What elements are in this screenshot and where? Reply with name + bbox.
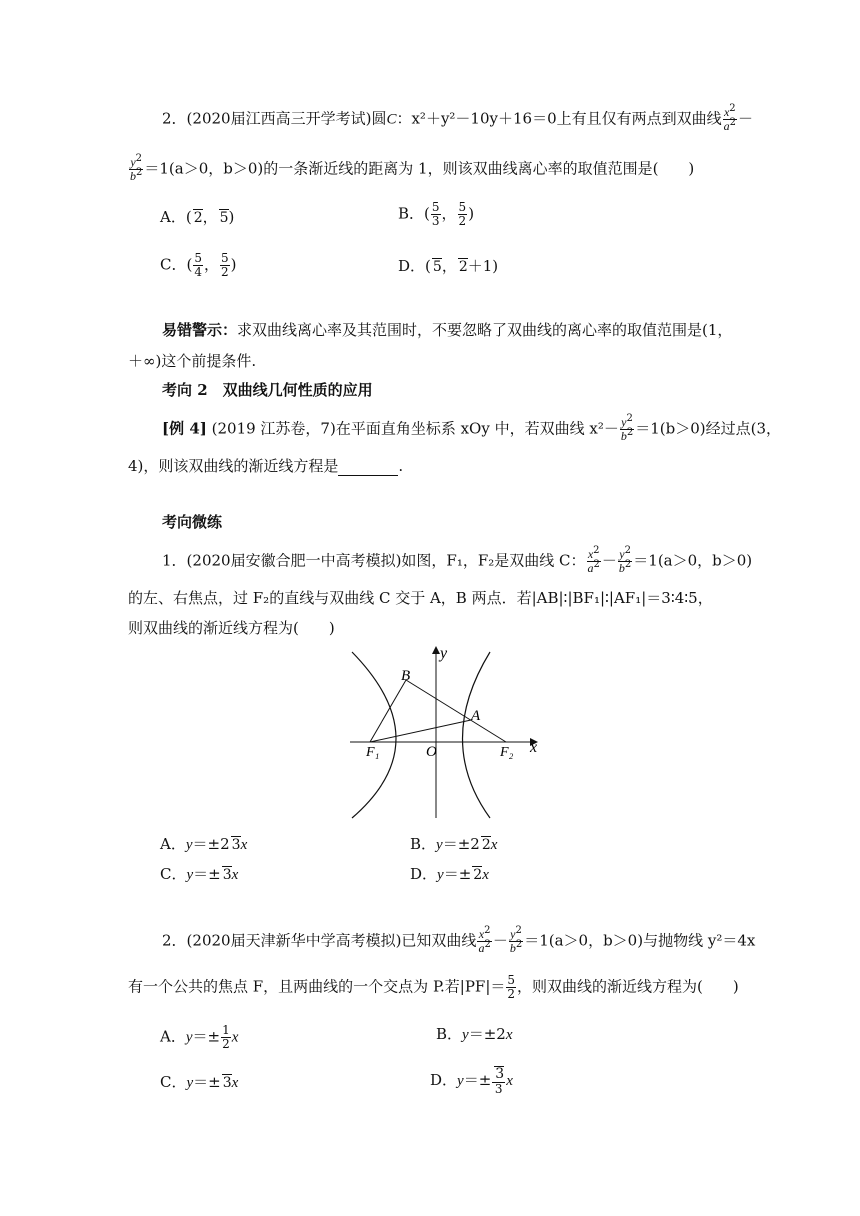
- label-f1: F₁: [366, 745, 380, 760]
- example4-text3: 4)，则该双曲线的渐近线方程是: [128, 457, 339, 475]
- practice1-text2: ＝1(a＞0，b＞0): [633, 551, 753, 570]
- practice2-text1: 2．(2020届天津新华中学高考模拟)已知双曲线: [162, 931, 477, 950]
- practice2-line2: [128, 974, 739, 1001]
- warning-text2: ＋∞)这个前提条件.: [128, 352, 257, 370]
- practice1-option-a[interactable]: A．y＝±2 3x: [160, 835, 248, 853]
- hyperbola-figure: [340, 640, 550, 820]
- practice2-text2: ＝1(a＞0，b＞0)与抛物线 y²＝4x: [524, 931, 756, 950]
- practice2-line1: 2．(2020届天津新华中学高考模拟)已知双曲线 $\frac{x^2}{a^2}$ － $\frac{y^2}{b^2}$ ＝1(a＞0，b＞0)与抛物线 y²＝4x: [162, 925, 756, 955]
- q2-option-b[interactable]: B．( $\frac{5}{3}$ ， $\frac{5}{2}$ ): [398, 200, 475, 228]
- warning-text1: 求双曲线离心率及其范围时，不要忽略了双曲线的离心率的取值范围是(1，: [237, 321, 733, 339]
- practice1-line1: 1．(2020届安徽合肥一中高考模拟)如图，F₁，F₂是双曲线 C： $\frac{x^2}{a^2}$ － $\frac{y^2}{b^2}$ ＝1(a＞0，b＞0): [162, 545, 753, 575]
- practice2-frac-x2a2: $\frac{x^2}{a^2}$: [478, 925, 491, 955]
- q2-text-b: 上有且仅有两点到双曲线: [556, 109, 722, 128]
- example4-line2: [128, 456, 403, 476]
- practice2-option-b[interactable]: B．y＝±2x: [436, 1025, 513, 1043]
- label-o: O: [426, 744, 437, 760]
- segment-f1-a: [370, 720, 471, 742]
- example4-text1: (2019 江苏卷，7)在平面直角坐标系 xOy 中，若双曲线 x²－: [211, 419, 619, 438]
- example4-label: [例 4]: [162, 419, 207, 438]
- practice1-line3: [128, 618, 335, 638]
- y-axis-arrow: [432, 646, 440, 654]
- label-a: A: [471, 708, 481, 724]
- practice2-option-d[interactable]: D．y＝± $\frac{3}{3}$ x: [430, 1066, 513, 1096]
- q2-line2: [128, 153, 695, 183]
- practice1-text4: 则双曲线的渐近线方程为( ): [128, 619, 335, 637]
- q2-option-d[interactable]: D．( 5， 2＋1): [398, 257, 499, 275]
- practice1-text3: 的左、右焦点，过 F₂的直线与双曲线 C 交于 A，B 两点．若|AB|∶|BF₁|∶|AF₁|＝3∶4∶5，: [128, 589, 713, 607]
- label-b: B: [401, 668, 411, 684]
- label-f2: F₂: [500, 745, 514, 760]
- q2-frac-x2a2: $\frac{x^2}{a^2}$: [723, 103, 737, 133]
- practice1-frac-x2a2: $\frac{x^2}{a^2}$: [587, 545, 600, 575]
- practice1-frac-y2b2: $\frac{y^2}{b^2}$: [618, 545, 632, 575]
- warning-line2: [128, 351, 256, 371]
- answer-blank[interactable]: [338, 461, 398, 476]
- segment-b-f2: [406, 680, 506, 742]
- q2-condition: ＝1(a＞0，b＞0)的一条渐近线的距离为 1，则该双曲线离心率的取值范围是( ): [144, 159, 695, 178]
- warning-line1: [162, 320, 732, 340]
- practice2-frac-y2b2: $\frac{y^2}{b^2}$: [509, 925, 523, 955]
- label-y: y: [440, 645, 448, 662]
- practice2-option-a[interactable]: A．y＝± $\frac{1}{2}$ x: [160, 1023, 239, 1051]
- example4-line1: [162, 413, 782, 443]
- practice1-option-d[interactable]: D．y＝± 2x: [410, 865, 489, 883]
- practice1-option-b[interactable]: B．y＝±2 2x: [410, 835, 498, 853]
- example4-text4: .: [398, 457, 404, 475]
- q2-equation: ：x²＋y²－10y＋16＝0: [396, 109, 557, 128]
- warning-label: 易错警示：: [162, 321, 238, 339]
- example4-frac-y2b2: $\frac{y^2}{b^2}$: [620, 413, 634, 443]
- practice2-option-c[interactable]: C．y＝± 3x: [160, 1073, 239, 1091]
- practice2-text3: 有一个公共的焦点 F，且两曲线的一个交点为 P.若|PF|＝: [128, 977, 506, 996]
- practice-title: 考向微练: [162, 513, 223, 531]
- q2-frac-y2b2: $\frac{y^2}{b^2}$: [130, 153, 143, 183]
- practice1-line2: [128, 588, 713, 608]
- label-x: x: [530, 739, 538, 756]
- section2-title: 考向 2 双曲线几何性质的应用: [162, 381, 373, 399]
- practice2-text4: ，则双曲线的渐近线方程为( ): [517, 977, 739, 996]
- q2-text-a: 圆: [371, 109, 387, 128]
- practice2-frac-5-2: $\frac{5}{2}$: [507, 973, 516, 1001]
- example4-text2: ＝1(b＞0)经过点(3，: [635, 419, 782, 438]
- q2-line1: 2．(2020届江西高三开学考试)圆C：x²＋y²－10y＋16＝0上有且仅有两点到双曲线 $\frac{x^2}{a^2}$ －: [162, 103, 754, 133]
- practice1-option-c[interactable]: C．y＝± 3x: [160, 865, 239, 883]
- right-branch: [463, 652, 491, 818]
- q2-curve-c: C: [386, 111, 397, 128]
- practice1-text1: 1．(2020届安徽合肥一中高考模拟)如图，F₁，F₂是双曲线 C：: [162, 551, 586, 570]
- q2-option-a[interactable]: A．( 2， 5): [160, 208, 235, 226]
- segment-f1-b: [370, 680, 406, 742]
- q2-option-c[interactable]: C．( $\frac{5}{4}$ ， $\frac{5}{2}$ ): [160, 251, 237, 279]
- q2-source: (2020届江西高三开学考试): [186, 109, 372, 128]
- q2-number: 2．: [162, 109, 187, 128]
